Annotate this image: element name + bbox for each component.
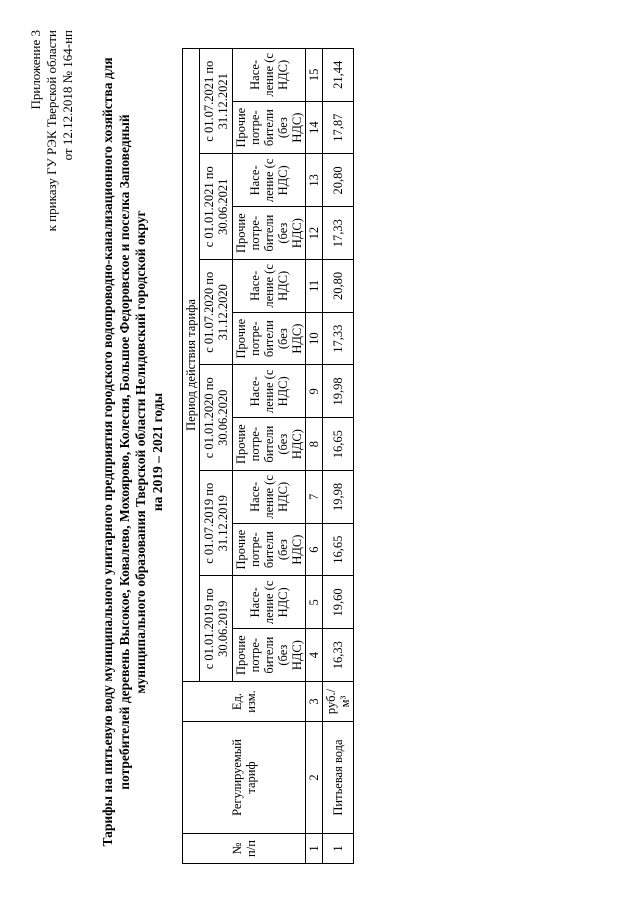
tariff-value: 17,33	[323, 312, 354, 365]
column-number: 10	[306, 312, 323, 365]
period-header: с 01.01.2021 по 30.06.2021	[200, 154, 233, 260]
tariff-value: 20,80	[323, 154, 354, 207]
sub-header-other: Прочие потре-бители (без НДС)	[233, 629, 306, 682]
period-header: с 01.01.2019 по 30.06.2019	[200, 576, 233, 682]
column-number: 2	[306, 722, 323, 834]
row-number: 1	[323, 834, 354, 864]
tariff-table	[182, 48, 354, 864]
title-line: Тарифы на питьевую воду муниципального унитарного предприятия городского водопроводно-канализационного хозяйства для	[100, 57, 115, 847]
title-line: муниципального образования Тверской области Нелидовский городской округ	[133, 210, 148, 694]
tariff-value: 21,44	[323, 48, 354, 101]
tariff-value: 20,80	[323, 260, 354, 313]
title-line: потребителей деревень Высокое, Ковалево, Мохоярово, Колесня, Большое Федоровское и поселка Заповедный	[116, 114, 132, 790]
sub-header-population: Насе-ление (с НДС)	[233, 471, 306, 524]
period-header: с 01.07.2020 по 31.12.2020	[200, 260, 233, 366]
sub-header-population: Насе-ление (с НДС)	[233, 154, 306, 207]
column-number: 12	[306, 207, 323, 260]
title-line: на 2019 – 2021 годы	[149, 392, 165, 512]
row-unit: руб./м³	[323, 682, 354, 722]
table-row	[323, 48, 354, 863]
sub-header-population: Насе-ление (с НДС)	[233, 260, 306, 313]
column-number: 3	[306, 682, 323, 722]
appendix-note	[28, 30, 76, 231]
column-number-row	[306, 48, 323, 863]
column-number: 11	[306, 260, 323, 313]
sub-header-other: Прочие потре-бители (без НДС)	[233, 207, 306, 260]
sub-header-other: Прочие потре-бители (без НДС)	[233, 101, 306, 154]
tariff-value: 16,65	[323, 418, 354, 471]
tariff-value: 19,98	[323, 471, 354, 524]
column-number: 13	[306, 154, 323, 207]
header-row	[183, 48, 200, 863]
column-number: 14	[306, 101, 323, 154]
appendix-line: к приказу ГУ РЭК Тверской области	[44, 30, 59, 232]
column-number: 8	[306, 418, 323, 471]
appendix-line: Приложение 3	[28, 30, 43, 110]
col-header-period: Период действия тарифа	[183, 48, 200, 681]
period-header: с 01.01.2020 по 30.06.2020	[200, 365, 233, 471]
tariff-value: 19,98	[323, 365, 354, 418]
column-number: 7	[306, 471, 323, 524]
tariff-value: 16,65	[323, 523, 354, 576]
column-number: 9	[306, 365, 323, 418]
appendix-line: от 12.12.2018 № 164-нп	[60, 30, 75, 161]
tariff-value: 17,87	[323, 101, 354, 154]
sub-header-other: Прочие потре-бители (без НДС)	[233, 523, 306, 576]
column-number: 15	[306, 48, 323, 101]
document-title	[100, 40, 166, 864]
sub-header-population: Насе-ление (с НДС)	[233, 576, 306, 629]
sub-header-population: Насе-ление (с НДС)	[233, 365, 306, 418]
column-number: 6	[306, 523, 323, 576]
period-header: с 01.07.2021 по 31.12.2021	[200, 48, 233, 154]
col-header-num: № п/п	[183, 834, 306, 864]
row-tariff-name: Питьевая вода	[323, 722, 354, 834]
column-number: 5	[306, 576, 323, 629]
col-header-unit: Ед. изм.	[183, 682, 306, 722]
tariff-value: 19,60	[323, 576, 354, 629]
column-number: 4	[306, 629, 323, 682]
tariff-value: 17,33	[323, 207, 354, 260]
tariff-value: 16,33	[323, 629, 354, 682]
col-header-tariff: Регулируемый тариф	[183, 722, 306, 834]
period-header: с 01.07.2019 по 31.12.2019	[200, 471, 233, 577]
sub-header-other: Прочие потре-бители (без НДС)	[233, 312, 306, 365]
sub-header-other: Прочие потре-бители (без НДС)	[233, 418, 306, 471]
column-number: 1	[306, 834, 323, 864]
sub-header-population: Насе-ление (с НДС)	[233, 48, 306, 101]
